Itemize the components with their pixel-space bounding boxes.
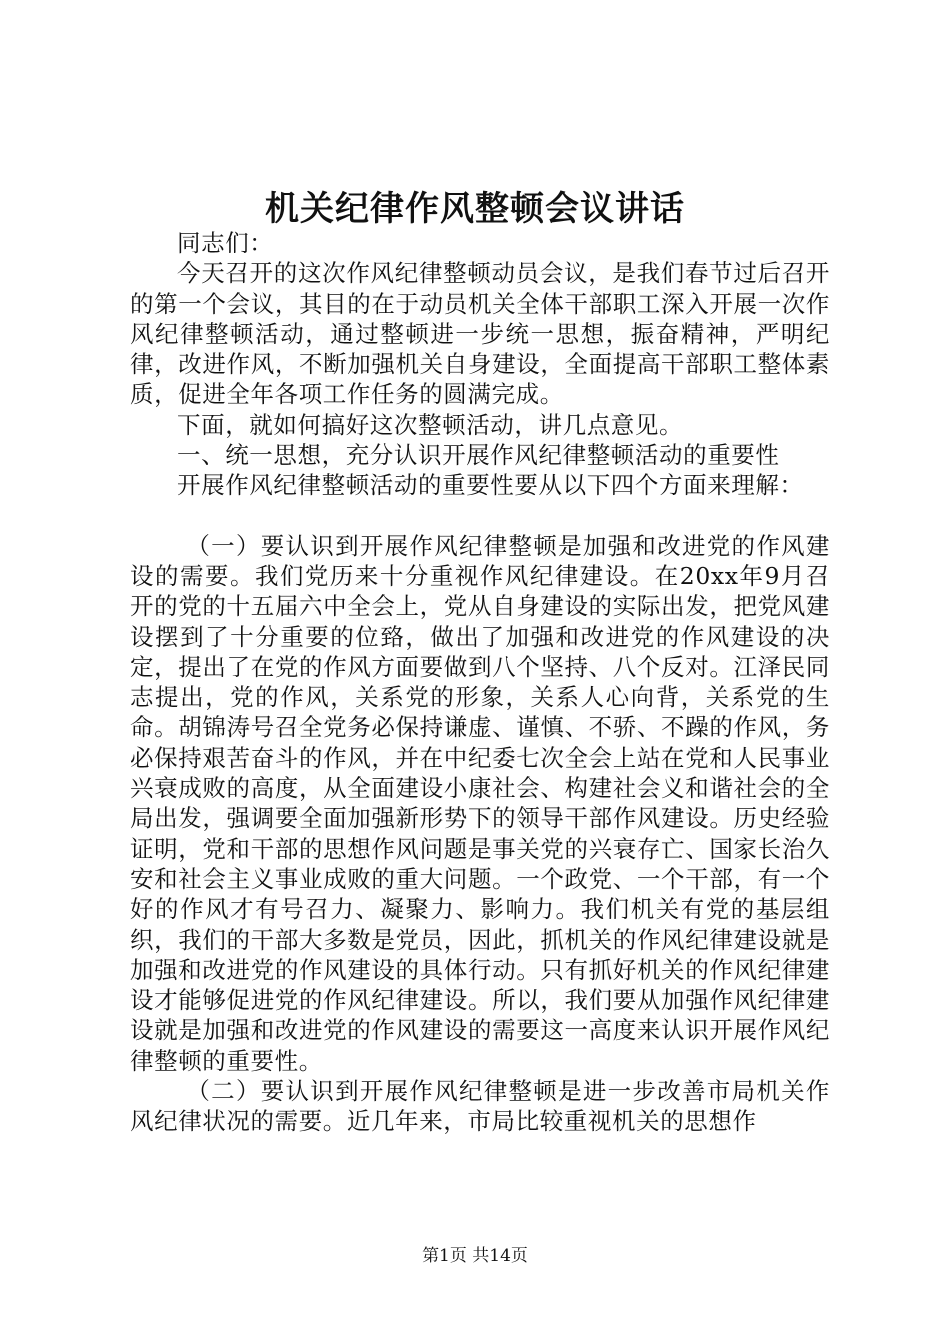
paragraph-importance-lead: 开展作风纪律整顿活动的重要性要从以下四个方面来理解： (177, 471, 804, 500)
paragraph-point-1: （一）要认识到开展作风纪律整顿是加强和改进党的作风建设的需要。我们党历来十分重视作风纪律建设。在20xx年9月召开的党的十五届六中全会上，党从自身建设的实际出发，把党风建设摆到了十分重要的位臵，做出了加强和改进党的作风建设的决定，提出了在党的作风方面要做到八个坚持、八个反对。江泽民同志提出，党的作风，关系党的形象，关系人心向背，关系党的生命。胡锦涛号召全党务必保持谦虚、谨慎、不骄、不躁的作风，务必保持艰苦奋斗的作风，并在中纪委七次全会上站在党和人民事业兴衰成败的高度，从全面建设小康社会、构建社会义和谐社会的全局出发，强调要全面加强新形势下的领导干部作风建设。历史经验证明，党和干部的思想作风问题是事关党的兴衰存亡、国家长治久安和社会主义事业成败的重大问题。一个政党、一个干部，有一个好的作风才有号召力、凝聚力、影响力。我们机关有党的基层组织，我们的干部大多数是党员，因此，抓机关的作风纪律建设就是加强和改进党的作风建设的具体行动。只有抓好机关的作风纪律建设才能够促进党的作风纪律建设。所以，我们要从加强作风纪律建设就是加强和改进党的作风建设的需要这一高度来认识开展作风纪律整顿的重要性。 (130, 531, 830, 1075)
document-body (130, 228, 830, 1137)
paragraph-intro: 下面，就如何搞好这次整顿活动，讲几点意见。 (177, 410, 684, 439)
paragraph-salutation: 同志们： (177, 229, 274, 257)
paragraph-opening: 今天召开的这次作风纪律整顿动员会议，是我们春节过后召开的第一个会议，其目的在于动员机关全体干部职工深入开展一次作风纪律整顿活动，通过整顿进一步统一思想，振奋精神，严明纪律，改进作风，不断加强机关自身建设，全面提高干部职工整体素质，促进全年各项工作任务的圆满完成。 (130, 259, 830, 409)
page-footer: 第1页 共14页 (422, 1246, 528, 1266)
paragraph-point-2: （二）要认识到开展作风纪律整顿是进一步改善市局机关作风纪律状况的需要。近几年来，市局比较重视机关的思想作 (130, 1077, 830, 1136)
section-heading-1: 一、统一思想，充分认识开展作风纪律整顿活动的重要性 (177, 441, 780, 470)
document-title: 机关纪律作风整顿会议讲话 (265, 189, 685, 229)
